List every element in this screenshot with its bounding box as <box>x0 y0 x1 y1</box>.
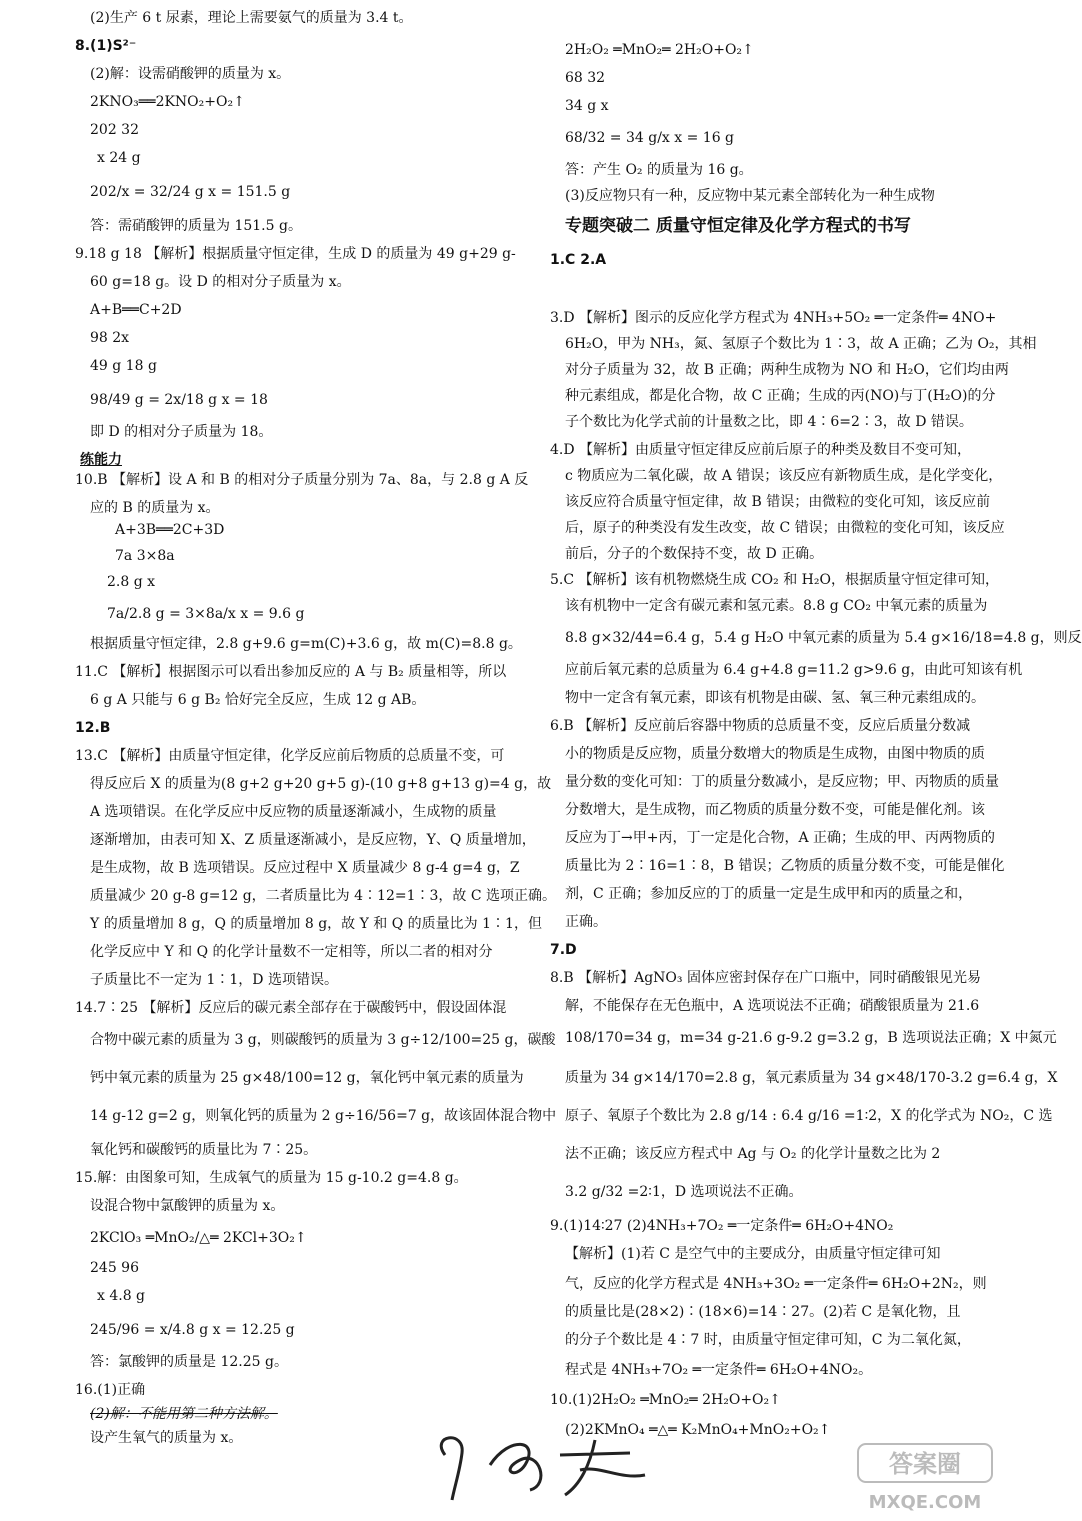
text-line: 钙中氧元素的质量为 25 g×48/100=12 g，氧化钙中氧元素的质量为 <box>90 1070 524 1086</box>
text-line: 该反应符合质量守恒定律，故 B 错误；由微粒的变化可知，该反应前 <box>565 494 991 510</box>
text-line: (2)生产 6 t 尿素，理论上需要氨气的质量为 3.4 t。 <box>90 10 413 26</box>
text-line: 9.(1)14∶27 (2)4NH₃+7O₂ ═一定条件═ 6H₂O+4NO₂ <box>550 1218 894 1234</box>
text-line: 1.C 2.A <box>550 252 607 268</box>
text-line: 14 g-12 g=2 g，则氧化钙的质量为 2 g÷16/56=7 g，故该固体混合物中 <box>90 1108 557 1124</box>
text-line: 质量比为 2∶16=1∶8，B 错误；乙物质的质量分数不变，可能是催化 <box>565 858 1005 874</box>
text-line: 202 32 <box>90 122 139 138</box>
text-line: 7a/2.8 g = 3×8a/x x = 9.6 g <box>107 606 305 622</box>
text-line: 的质量比是(28×2)∶(18×6)=14∶27。(2)若 C 是氧化物，且 <box>565 1304 961 1320</box>
text-line: 2H₂O₂ ═MnO₂═ 2H₂O+O₂↑ <box>565 42 754 58</box>
text-line: 9.18 g 18 【解析】根据质量守恒定律，生成 D 的质量为 49 g+29 g- <box>75 246 516 262</box>
text-line: 6.B 【解析】反应前后容器中物质的总质量不变，反应后质量分数减 <box>550 718 971 734</box>
text-line: 8.(1)S²⁻ <box>75 38 137 54</box>
text-line: 34 g x <box>565 98 609 114</box>
text-line: (3)反应物只有一种，反应物中某元素全部转化为一种生成物 <box>565 188 935 204</box>
text-line: 分数增大，是生成物，而乙物质的质量分数不变，可能是催化剂。该 <box>565 802 985 818</box>
text-line: 7a 3×8a <box>115 548 175 564</box>
text-line: A+B══C+2D <box>90 302 182 318</box>
text-line: 2KClO₃ ═MnO₂/△═ 2KCl+3O₂↑ <box>90 1230 307 1246</box>
text-line: 245 96 <box>90 1260 139 1276</box>
svg-text:答案圈: 答案圈 <box>889 1450 961 1478</box>
text-line: 10.B 【解析】设 A 和 B 的相对分子质量分别为 7a、8a，与 2.8 g A 反 <box>75 472 529 488</box>
text-line: 正确。 <box>565 914 607 930</box>
text-line: 设产生氧气的质量为 x。 <box>90 1430 243 1446</box>
text-line: (2)解：设需硝酸钾的质量为 x。 <box>90 66 291 82</box>
text-line: 13.C 【解析】由质量守恒定律，化学反应前后物质的总质量不变，可 <box>75 748 505 764</box>
text-line: 物中一定含有氧元素，即该有机物是由碳、氢、氧三种元素组成的。 <box>565 690 985 706</box>
text-line: 法不正确；该反应方程式中 Ag 与 O₂ 的化学计量数之比为 2 <box>565 1146 941 1162</box>
text-line: 10.(1)2H₂O₂ ═MnO₂═ 2H₂O+O₂↑ <box>550 1392 781 1408</box>
text-line: 6 g A 只能与 6 g B₂ 恰好完全反应，生成 12 g AB。 <box>90 692 426 708</box>
text-line: 解，不能保存在无色瓶中，A 选项说法不正确；硝酸银质量为 21.6 <box>565 998 980 1014</box>
text-line: 2.8 g x <box>107 574 156 590</box>
text-line: 68 32 <box>565 70 606 86</box>
text-line: Y 的质量增加 8 g，Q 的质量增加 8 g，故 Y 和 Q 的质量比为 1∶1，但 <box>90 916 542 932</box>
text-line: 子个数比为化学式前的计量数之比，即 4∶6=2∶3，故 D 错误。 <box>565 414 973 430</box>
text-line: 对分子质量为 32，故 B 正确；两种生成物为 NO 和 H₂O，它们均由两 <box>565 362 1009 378</box>
text-line: 14.7∶25 【解析】反应后的碳元素全部存在于碳酸钙中，假设固体混 <box>75 1000 507 1016</box>
text-line: 12.B <box>75 720 111 736</box>
text-line: 7.D <box>550 942 577 958</box>
text-line: 该有机物中一定含有碳元素和氢元素。8.8 g CO₂ 中氧元素的质量为 <box>565 598 988 614</box>
svg-text:MXQE.COM: MXQE.COM <box>868 1492 982 1513</box>
text-line: 60 g=18 g。设 D 的相对分子质量为 x。 <box>90 274 351 290</box>
text-line: 108/170=34 g，m=34 g-21.6 g-9.2 g=3.2 g，B 选项说法正确；X 中氮元 <box>565 1030 1057 1046</box>
text-line: 前后，分子的个数保持不变，故 D 正确。 <box>565 546 824 562</box>
text-line: 根据质量守恒定律，2.8 g+9.6 g=m(C)+3.6 g，故 m(C)=8.8 g。 <box>90 636 522 652</box>
text-line: c 物质应为二氧化碳，故 A 错误；该反应有新物质生成，是化学变化， <box>565 468 1003 484</box>
watermark-logo <box>850 1440 1000 1521</box>
text-line: 应前后氧元素的总质量为 6.4 g+4.8 g=11.2 g>9.6 g，由此可知该有机 <box>565 662 1023 678</box>
text-line: 2KNO₃══2KNO₂+O₂↑ <box>90 94 245 110</box>
text-line: 245/96 = x/4.8 g x = 12.25 g <box>90 1322 295 1338</box>
text-line: 8.8 g×32/44=6.4 g，5.4 g H₂O 中氧元素的质量为 5.4 g×16/18=4.8 g，则反 <box>565 630 1082 646</box>
text-line: 应的 B 的质量为 x。 <box>90 500 220 516</box>
text-line: 小的物质是反应物，质量分数增大的物质是生成物，由图中物质的质 <box>565 746 985 762</box>
text-line: A+3B══2C+3D <box>115 522 225 538</box>
text-line: 6H₂O，甲为 NH₃，氮、氢原子个数比为 1∶3，故 A 正确；乙为 O₂，其相 <box>565 336 1037 352</box>
text-line: (2)2KMnO₄ ═△═ K₂MnO₄+MnO₂+O₂↑ <box>565 1422 831 1438</box>
text-line: x 24 g <box>97 150 141 166</box>
text-line: 程式是 4NH₃+7O₂ ═一定条件═ 6H₂O+4NO₂。 <box>565 1362 873 1378</box>
text-line: 8.B 【解析】AgNO₃ 固体应密封保存在广口瓶中，同时硝酸银见光易 <box>550 970 981 986</box>
section-heading: 专题突破二 质量守恒定律及化学方程式的书写 <box>565 216 911 236</box>
text-line: 答：产生 O₂ 的质量为 16 g。 <box>565 162 753 178</box>
text-line: 质量减少 20 g-8 g=12 g，二者质量比为 4∶12=1∶3，故 C 选项正确。 <box>90 888 557 904</box>
text-line: 练能力 <box>80 452 122 468</box>
text-line: 后，原子的种类没有发生改变，故 C 错误；由微粒的变化可知，该反应 <box>565 520 1005 536</box>
text-line: 3.2 g/32 =2∶1，D 选项说法不正确。 <box>565 1184 803 1200</box>
text-line: 答：氯酸钾的质量是 12.25 g。 <box>90 1354 288 1370</box>
text-line: 量分数的变化可知：丁的质量分数减小，是反应物；甲、丙物质的质量 <box>565 774 999 790</box>
text-line: 质量为 34 g×14/170=2.8 g，氧元素质量为 34 g×48/170-3.2 g=6.4 g，X <box>565 1070 1058 1086</box>
text-line: 即 D 的相对分子质量为 18。 <box>90 424 273 440</box>
text-line: 4.D 【解析】由质量守恒定律反应前后原子的种类及数目不变可知， <box>550 442 972 458</box>
text-line: 种元素组成，都是化合物，故 C 正确；生成的丙(NO)与丁(H₂O)的分 <box>565 388 996 404</box>
text-line: 剂，C 正确；参加反应的丁的质量一定是生成甲和丙的质量之和， <box>565 886 973 902</box>
text-line: 设混合物中氯酸钾的质量为 x。 <box>90 1198 285 1214</box>
text-line: 的分子个数比是 4∶7 时，由质量守恒定律可知，C 为二氧化氮， <box>565 1332 971 1348</box>
text-line: 原子、氧原子个数比为 2.8 g/14 : 6.4 g/16 =1∶2，X 的化学式为 NO₂，C 选 <box>565 1108 1053 1124</box>
text-line: 3.D 【解析】图示的反应化学方程式为 4NH₃+5O₂ ═一定条件═ 4NO+ <box>550 310 997 326</box>
handwritten-signature <box>430 1425 660 1505</box>
text-line: 反应为丁→甲+丙，丁一定是化合物，A 正确；生成的甲、丙两物质的 <box>565 830 996 846</box>
text-line: 氧化钙和碳酸钙的质量比为 7∶25。 <box>90 1142 318 1158</box>
text-line: 49 g 18 g <box>90 358 157 374</box>
text-line: 化学反应中 Y 和 Q 的化学计量数不一定相等，所以二者的相对分 <box>90 944 493 960</box>
text-line: 【解析】(1)若 C 是空气中的主要成分，由质量守恒定律可知 <box>565 1246 941 1262</box>
text-line: (2)解：不能用第二种方法解。 <box>90 1406 278 1422</box>
text-line: A 选项错误。在化学反应中反应物的质量逐渐减小，生成物的质量 <box>90 804 497 820</box>
text-line: 11.C 【解析】根据图示可以看出参加反应的 A 与 B₂ 质量相等，所以 <box>75 664 507 680</box>
text-line: 逐渐增加，由表可知 X、Z 质量逐渐减小，是反应物，Y、Q 质量增加， <box>90 832 536 848</box>
text-line: 合物中碳元素的质量为 3 g，则碳酸钙的质量为 3 g÷12/100=25 g，碳酸 <box>90 1032 556 1048</box>
text-line: 气，反应的化学方程式是 4NH₃+3O₂ ═一定条件═ 6H₂O+2N₂，则 <box>565 1276 987 1292</box>
text-line: 202/x = 32/24 g x = 151.5 g <box>90 184 291 200</box>
text-line: x 4.8 g <box>97 1288 146 1304</box>
text-line: 68/32 = 34 g/x x = 16 g <box>565 130 735 146</box>
text-line: 是生成物，故 B 选项错误。反应过程中 X 质量减少 8 g-4 g=4 g，Z <box>90 860 520 876</box>
text-line: 答：需硝酸钾的质量为 151.5 g。 <box>90 218 302 234</box>
text-line: 5.C 【解析】该有机物燃烧生成 CO₂ 和 H₂O，根据质量守恒定律可知， <box>550 572 999 588</box>
text-line: 子质量比不一定为 1∶1，D 选项错误。 <box>90 972 338 988</box>
text-line: 98 2x <box>90 330 130 346</box>
text-line: 得反应后 X 的质量为(8 g+2 g+20 g+5 g)-(10 g+8 g+13 g)=4 g，故 <box>90 776 552 792</box>
text-line: 16.(1)正确 <box>75 1382 146 1398</box>
text-line: 15.解：由图象可知，生成氧气的质量为 15 g-10.2 g=4.8 g。 <box>75 1170 468 1186</box>
text-line: 98/49 g = 2x/18 g x = 18 <box>90 392 268 408</box>
